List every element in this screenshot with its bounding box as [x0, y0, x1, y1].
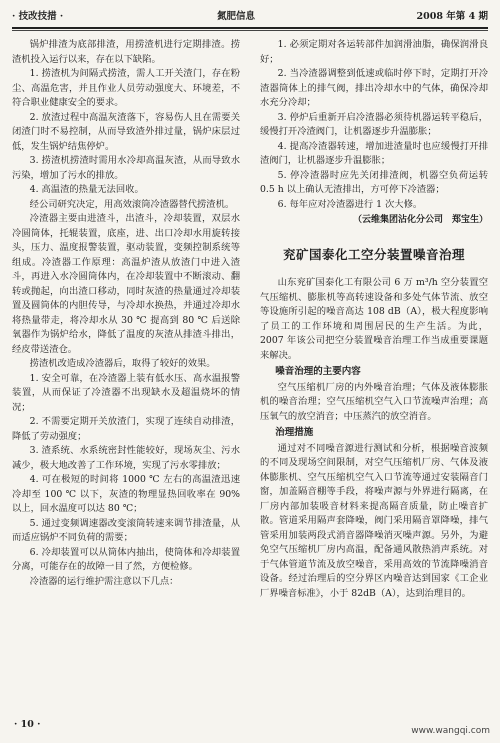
left-paragraph: 锅炉排渣为底部排渣，用捞渣机进行定期排渣。捞渣机投入运行以来，存在以下缺陷。	[12, 39, 240, 65]
right-paragraph: 5. 停冷渣器时应先关闭排渣阀，机器空负荷运转 0.5 h 以上确认无渣排出，方可停下冷渣器；	[260, 169, 488, 195]
right-paragraph: 2. 当冷渣器调整到低速或临时停下时，定期打开冷渣器筒体上的排气阀，排出冷却水中的气体，确保冷却水充分冷却；	[260, 68, 488, 108]
article-title: 兖矿国泰化工空分装置噪音治理	[282, 246, 465, 262]
header-section-label: · 技改技措 ·	[12, 11, 64, 22]
page-number: · 10 ·	[14, 719, 41, 730]
author-signature: （云维集团沾化分公司 郑宝生）	[352, 215, 488, 225]
left-paragraph: 1. 捞渣机为间隔式捞渣，需人工开关渣门，存在粉尘、高温危害，并且作业人员劳动强度大、环境差，不符合职业健康安全的要求。	[12, 68, 240, 108]
header-rule-thick	[12, 27, 488, 29]
left-paragraph: 4. 高温渣的热量无法回收。	[29, 184, 144, 195]
right-paragraph: 3. 停炉后重新开启冷渣器必须待机器运转平稳后，缓慢打开冷渣阀门，让机器逐步升温膨胀；	[260, 111, 488, 137]
section-text: 通过对不同噪音源进行测试和分析，根据噪音波频的不同及现场空间限制，对空气压缩机厂房、气体及液体膨胀机、空气压缩机空气入口节流等通过安装隔音门窗，加盖隔音棚等手段，将噪声源与外界进行隔离，在厂房内部加装吸音材料来提高隔音质量，防止噪音扩散。管道采用隔声套降噪，阀门采用隔音罩降噪，排气管采用加装两段式消音器降噪消灭噪声源。另外，为避免空气压缩机厂房内高温，配备通风散热消声系统。对于气体管道节流及放空噪音，采用高效的节流降噪消音设备。经过治理后的空分界区内噪音达到国家《工企业厂界噪音标准》，小于 82dB（A），达到治理目的。	[260, 442, 488, 599]
left-paragraph: 1. 安全可靠，在冷渣器上装有低水压、高水温报警装置，从而保证了冷渣器不出现缺水及超温烧坏的情况；	[12, 372, 240, 413]
left-paragraph: 2. 不需要定期开关放渣门，实现了连续自动排渣，降低了劳动强度；	[12, 416, 240, 442]
left-paragraph: 2. 放渣过程中高温灰渣落下，容易伤人且在需要关闭渣门时不易控制，从而导致渣外排过量，锅炉床层过低，发生锅炉结焦停炉。	[12, 111, 240, 152]
right-paragraph: 6. 每年应对冷渣器进行 1 次大修。	[277, 198, 423, 210]
left-paragraph: 4. 可在极短的时间将 1000 ℃ 左右的高温渣迅速冷却至 100 ℃ 以下，灰渣的物理显热回收率在 90% 以上，回水温度可以达 80 ℃；	[12, 474, 240, 514]
left-paragraph: 冷渣器的运行维护需注意以下几点：	[29, 575, 179, 587]
left-paragraph: 5. 通过变频调速器改变滚筒转速来调节排渣量，从而适应锅炉不同负荷的需要；	[12, 517, 240, 543]
article-intro: 山东兖矿国泰化工有限公司 6 万 m³/h 空分装置空气压缩机、膨胀机等高转速设备和多处气体节流、放空等设施所引起的噪音高达 108 dB（A），极大程度影响了员工的工作环境和周围居民的生产生活。为此，2007 年该公司把空分装置噪音治理工作当成重要课题来解决。	[260, 277, 488, 361]
header-rule-thin	[12, 30, 488, 31]
running-header	[12, 10, 488, 24]
right-paragraph: 4. 提高冷渣器转速，增加进渣量时也应缓慢打开排渣阀门，让机器逐步升温膨胀；	[260, 140, 488, 166]
section-heading: 治理措施	[275, 427, 314, 438]
left-paragraph: 捞渣机改造成冷渣器后，取得了较好的效果。	[29, 358, 216, 369]
header-journal-name: 氮肥信息	[217, 11, 256, 22]
right-column	[260, 38, 488, 601]
left-paragraph: 冷渣器主要由进渣斗，出渣斗，冷却装置，双层水冷圆筒体，托辊装置，底座，进、出口冷却水用旋转接头，压力、温度报警装置，驱动装置，变频控制系统等组成。冷渣器工作原理：高温炉渣从放渣门中进入渣斗，再进入水冷圆筒体内，在冷却装置中不断滚动、翻转或抛起，向出渣口移动，同时灰渣的热量通过冷却装置及圆筒体的内胆传导，与冷却水换热，并通过冷却水将热量带走，将冷却水从 30 ℃ 提高到 80 ℃ 后送除氧器作为锅炉给水，降低了温度的灰渣从排渣斗排出，经皮带送渣仓。	[12, 213, 240, 355]
watermark: www.wangqi.com	[411, 726, 490, 736]
section-heading: 噪音治理的主要内容	[275, 366, 361, 377]
left-column	[12, 38, 240, 589]
left-paragraph: 6. 冷却装置可以从筒体内抽出，使筒体和冷却装置分离，可能存在的故障一目了然，方便检修。	[12, 546, 240, 572]
left-paragraph: 3. 捞渣机捞渣时需用水冷却高温灰渣，从而导致水污染，增加了污水的排放。	[12, 155, 240, 181]
right-paragraph: 1. 必须定期对各运转部件加润滑油脂，确保润滑良好；	[260, 39, 488, 65]
section-text: 空气压缩机厂房的内外噪音治理；气体及液体膨胀机的噪音治理；空气压缩机空气入口节流噪声治理；高压氧气的放空消音；中压蒸汽的放空消音。	[260, 381, 488, 422]
header-issue: 2008 年第 4 期	[416, 11, 488, 22]
left-paragraph: 3. 渣系统、水系统密封性能较好，现场灰尘、污水减少，极大地改善了工作环境，实现了污水零排放；	[12, 445, 240, 471]
left-paragraph: 经公司研究决定，用高效滚筒冷渣器替代捞渣机。	[29, 198, 235, 210]
